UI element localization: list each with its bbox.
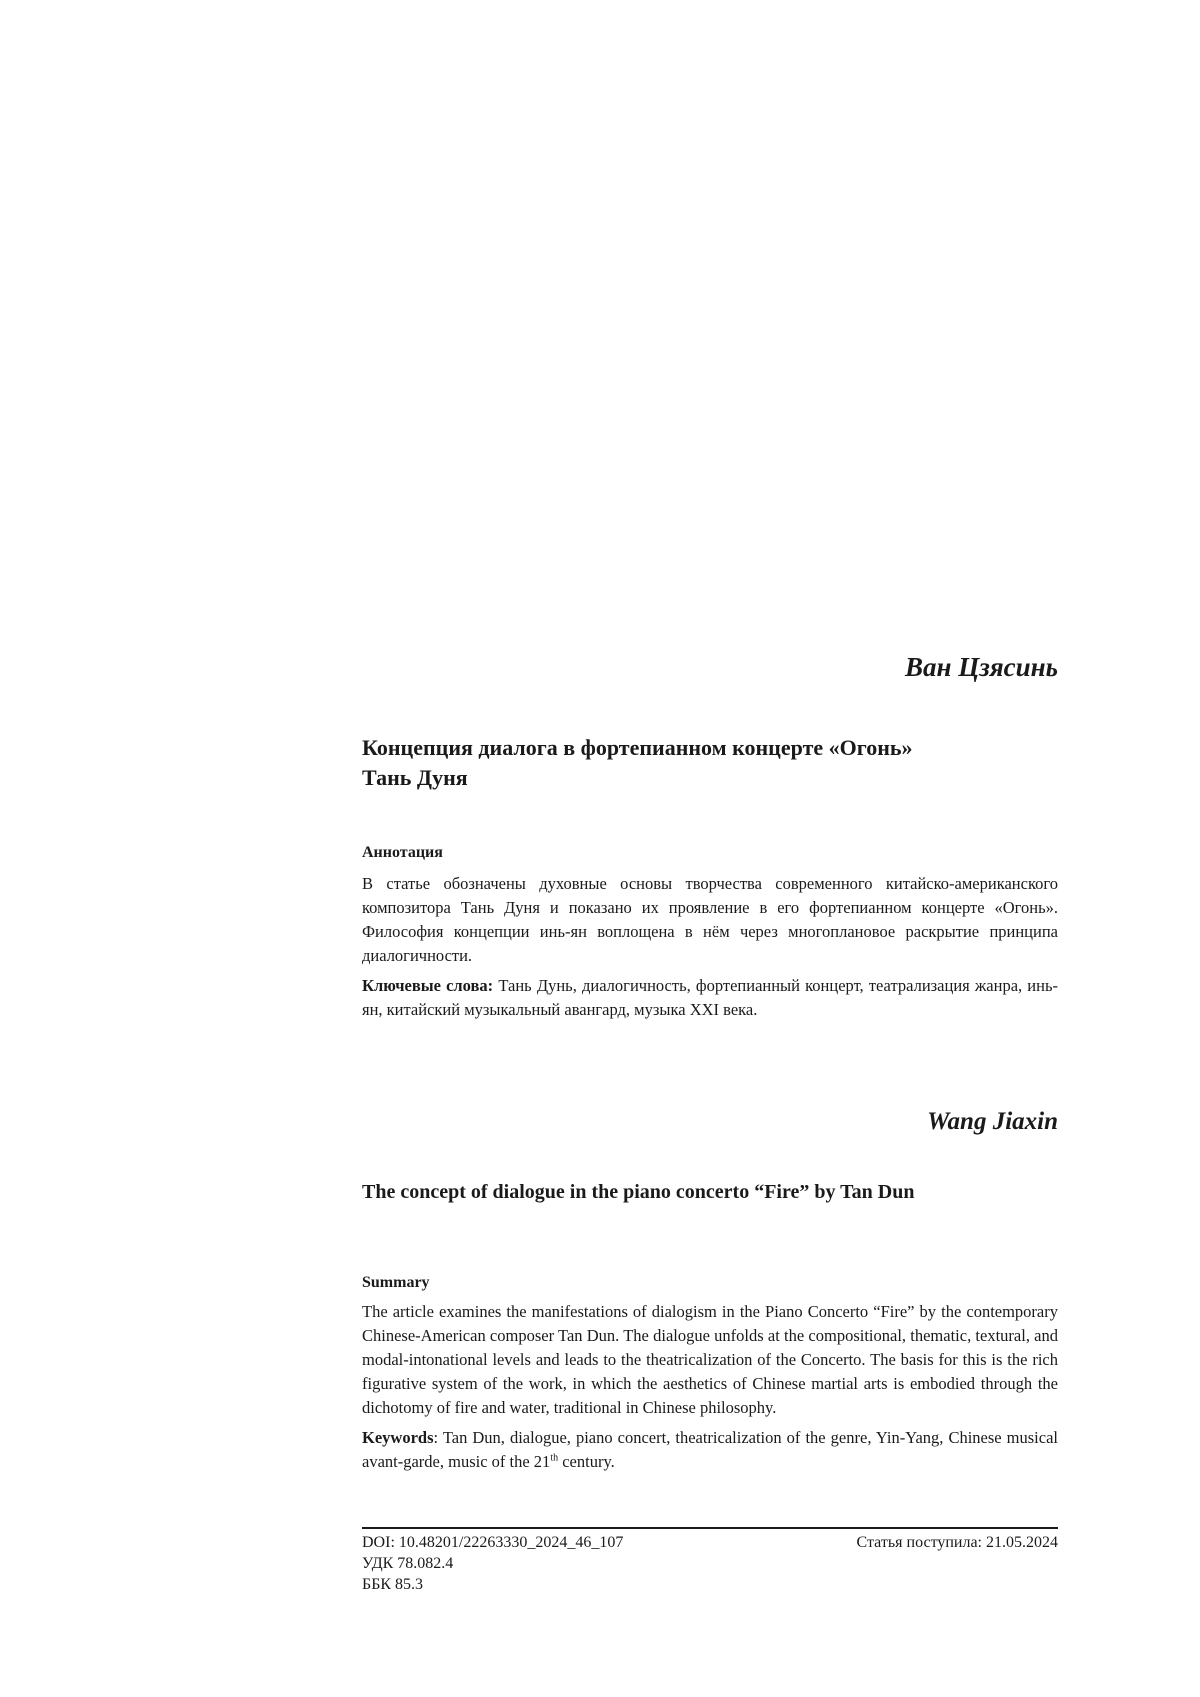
- ru-title-line-2: Тань Дуня: [362, 765, 468, 790]
- en-keywords-label: Keywords: [362, 1428, 434, 1447]
- footer-bbk: ББК 85.3: [362, 1576, 424, 1593]
- en-author-block: [362, 1108, 1058, 1136]
- ru-keywords-text: Тань Дунь, диалогичность, фортепианный концерт, театрализация жанра, инь-ян, китайский музыкальный авангард, музыка XXI века.: [362, 976, 1058, 1019]
- en-keywords-text-end: century.: [558, 1452, 615, 1471]
- ru-author-block: [362, 652, 1058, 683]
- footer-udk: УДК 78.082.4: [362, 1555, 454, 1572]
- en-title-block: [362, 1177, 1058, 1207]
- footer-block: [362, 1532, 1058, 1595]
- en-author-name: Wang Jiaxin: [927, 1108, 1058, 1135]
- footer-received: Статья поступила: 21.05.2024: [856, 1534, 1058, 1551]
- en-keywords-superscript: th: [550, 1452, 559, 1464]
- footer-doi: DOI: 10.48201/22263330_2024_46_107: [362, 1534, 624, 1551]
- ru-keywords: [362, 974, 1058, 1022]
- ru-title-line-1: Концепция диалога в фортепианном концерте «Огонь»: [362, 735, 913, 760]
- ru-abstract-heading: Аннотация: [362, 844, 443, 861]
- en-keywords: [362, 1426, 1058, 1474]
- ru-abstract-block: [362, 844, 1058, 1022]
- ru-abstract-text: В статье обозначены духовные основы творчества современного китайско-американского композитора Тань Дуня и показано их проявление в его фортепианном концерте «Огонь». Философия концепции инь-ян воплощена в нём через многоплановое раскрытие принципа диалогичности.: [362, 874, 1058, 965]
- ru-title-block: [362, 733, 1058, 793]
- ru-keywords-label: Ключевые слова:: [362, 976, 494, 995]
- en-title: The concept of dialogue in the piano concerto “Fire” by Tan Dun: [362, 1181, 915, 1203]
- footer-rule: [362, 1527, 1058, 1529]
- footer-row-1: [362, 1532, 1058, 1553]
- ru-author-name: Ван Цзясинь: [904, 652, 1058, 682]
- en-keywords-text: : Tan Dun, dialogue, piano concert, theatricalization of the genre, Yin-Yang, Chinese musical avant-garde, music of the 21: [362, 1428, 1058, 1471]
- en-summary-heading: Summary: [362, 1274, 430, 1291]
- en-summary-block: [362, 1274, 1058, 1474]
- en-summary-text: The article examines the manifestations of dialogism in the Piano Concerto “Fire” by the contemporary Chinese-American composer Tan Dun. The dialogue unfolds at the compositional, thematic, textural, and modal-intonational levels and leads to the theatricalization of the Concerto. The basis for this is the rich figurative system of the work, in which the aesthetics of Chinese martial arts is embodied through the dichotomy of fire and water, traditional in Chinese philosophy.: [362, 1302, 1058, 1417]
